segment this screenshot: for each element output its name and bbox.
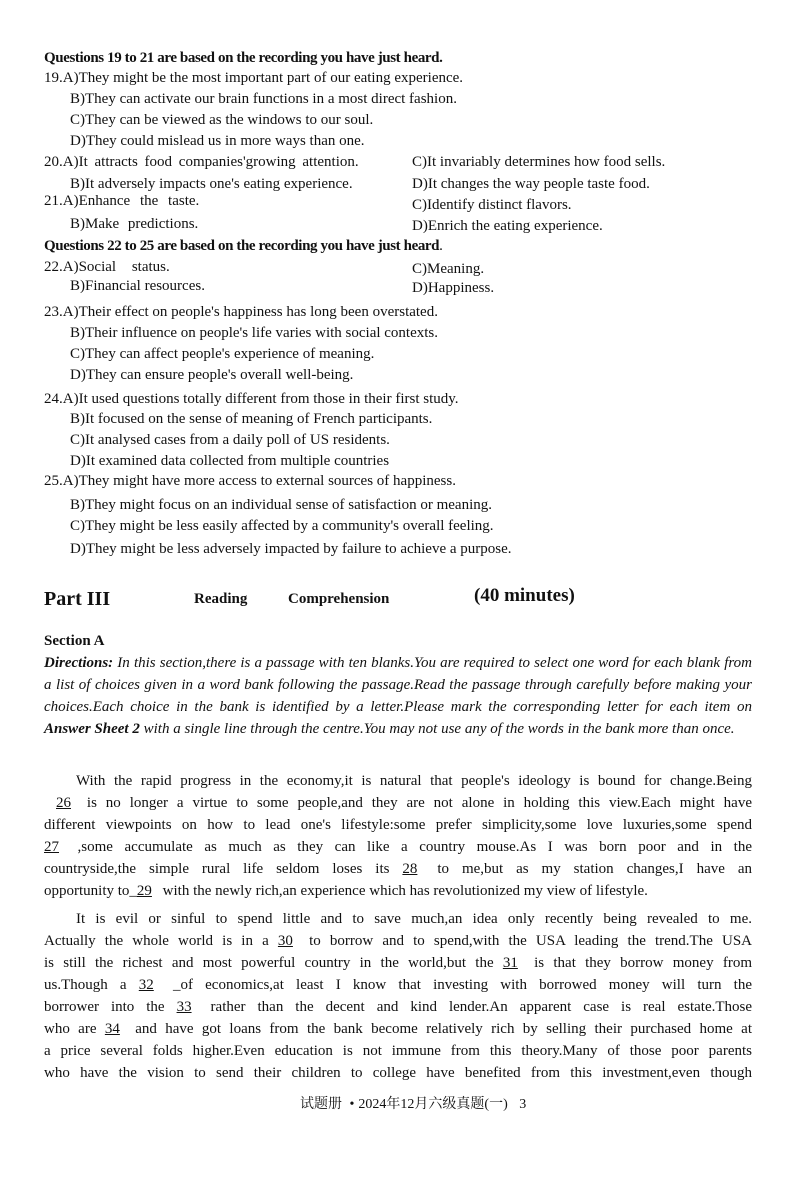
q19-option-a: 19.A)They might be the most important part of our eating experience. — [44, 70, 464, 86]
directions — [44, 652, 752, 740]
blank-27: 27 — [44, 839, 59, 855]
page-footer — [300, 1095, 526, 1115]
passage-paragraph-2 — [44, 908, 752, 1084]
q21-option-a: 21.A)Enhance the taste. — [44, 193, 200, 209]
q21-option-d: D)Enrich the eating experience. — [412, 218, 603, 234]
answer-sheet-label: Answer Sheet 2 — [44, 721, 140, 737]
part-title: Part III — [44, 588, 111, 610]
directions-text-2: with a single line through the centre.You may not use any of the words in the bank more than once. — [139, 721, 735, 737]
section-title: Section A — [44, 633, 105, 649]
q23-option-d: D)They can ensure people's overall well-being. — [70, 367, 354, 383]
q20-option-c: C)It invariably determines how food sells. — [412, 154, 666, 170]
passage-line: It is evil or sinful to spend little and to save much,an idea only recently being revealed to me. — [76, 911, 752, 927]
passage-text: to me,but as my station changes,I have an — [437, 861, 752, 877]
q19-option-d: D)They could mislead us in more ways than one. — [70, 133, 365, 149]
blank-28: 28 — [402, 861, 418, 877]
passage-text: is still the richest and most powerful country in the world,but the — [44, 955, 494, 971]
q22-option-d: D)Happiness. — [412, 280, 495, 296]
part-time: (40 minutes) — [474, 585, 575, 606]
passage-line — [44, 858, 752, 880]
passage-text: is no longer a virtue to some people,and they are not alone in holding this view.Each might have — [86, 795, 753, 811]
q22-option-b: B)Financial resources. — [70, 278, 205, 294]
passage-line: a price several folds higher.Even education is not immune from this theory.Many of those poor parents — [44, 1043, 752, 1059]
passage-text: ,some accumulate as much as they can like a country mouse.As I was born poor and in the — [77, 839, 752, 855]
passage-line: different viewpoints on how to lead one's lifestyle:some prefer simplicity,some love luxuries,some spend — [44, 817, 752, 833]
passage-line — [44, 974, 752, 996]
questions-19-21-heading: Questions 19 to 21 are based on the recording you have just heard. — [44, 50, 443, 66]
footer-page-number: 3 — [519, 1097, 527, 1112]
passage-text: to borrow and to spend,with the USA leading the trend.The USA — [309, 933, 753, 949]
passage-text: Actually the whole world is in a — [44, 933, 269, 949]
q24-option-b: B)It focused on the sense of meaning of French participants. — [70, 411, 433, 427]
q25-option-c: C)They might be less easily affected by a community's overall feeling. — [70, 518, 494, 534]
passage-line — [44, 880, 752, 902]
q25-option-a: 25.A)They might have more access to external sources of happiness. — [44, 473, 456, 489]
q23-option-a: 23.A)Their effect on people's happiness has long been overstated. — [44, 304, 438, 320]
q25-option-d: D)They might be less adversely impacted by failure to achieve a purpose. — [70, 541, 512, 557]
passage-line — [44, 952, 752, 974]
q24-option-c: C)It analysed cases from a daily poll of US residents. — [70, 432, 390, 448]
blank-33: 33 — [176, 999, 192, 1015]
passage-line — [44, 792, 752, 814]
questions-22-25-heading-text: Questions 22 to 25 are based on the recording you have just heard — [44, 238, 440, 254]
footer-bullet: • — [349, 1097, 355, 1112]
q20-option-b: B)It adversely impacts one's eating experience. — [70, 176, 353, 192]
blank-31: 31 — [502, 955, 518, 971]
questions-22-25-heading — [44, 236, 443, 256]
questions-22-25-heading-end: . — [439, 238, 443, 254]
q24-option-a: 24.A)It used questions totally different from those in their first study. — [44, 391, 459, 407]
passage-text: _of economics,at least I know that investing with borrowed money will turn the — [172, 977, 752, 993]
directions-label: Directions: — [44, 655, 114, 671]
passage-text: with the newly rich,an experience which has revolutionized my view of lifestyle. — [162, 883, 648, 899]
passage-line: who have the vision to send their children to college have benefited from this investment,even though — [44, 1065, 752, 1081]
q21-option-c: C)Identify distinct flavors. — [412, 197, 572, 213]
passage-text: countryside,the simple rural life seldom loses its — [44, 861, 390, 877]
passage-line — [44, 996, 752, 1018]
blank-29: 29 — [136, 883, 152, 899]
q19-option-c: C)They can be viewed as the windows to our soul. — [70, 112, 374, 128]
footer-exam-title: 2024年12月六级真题(一) — [358, 1097, 508, 1112]
passage-line — [44, 836, 752, 858]
q21-option-b: B)Make predictions. — [70, 216, 199, 232]
passage-line: With the rapid progress in the economy,it is natural that people's ideology is bound for change.Being — [76, 773, 752, 789]
passage-text: us.Though a — [44, 977, 127, 993]
directions-text-1: In this section,there is a passage with ten blanks.You are required to select one word for each blank from a list of choices given in a word bank following the passage.Read the passage through carefully before making your choices.Each choice in the bank is identified by a letter.Please mark the corresponding letter for each item on — [44, 655, 752, 715]
q19-option-b: B)They can activate our brain functions in a most direct fashion. — [70, 91, 457, 107]
passage-text: opportunity to_ — [44, 883, 137, 899]
blank-32: 32 — [138, 977, 154, 993]
q24-option-d: D)It examined data collected from multiple countries — [70, 453, 390, 469]
q22-option-c: C)Meaning. — [412, 261, 485, 277]
q23-option-b: B)Their influence on people's life varies with social contexts. — [70, 325, 439, 341]
passage-text: rather than the decent and kind lender.An apparent case is real estate.Those — [210, 999, 753, 1015]
blank-26: 26 — [56, 795, 71, 811]
q23-option-c: C)They can affect people's experience of meaning. — [70, 346, 375, 362]
q20-option-d: D)It changes the way people taste food. — [412, 176, 650, 192]
q22-option-a: 22.A)Social status. — [44, 259, 170, 275]
passage-line — [44, 930, 752, 952]
passage-text: who are — [44, 1021, 97, 1037]
footer-book-label: 试题册 — [300, 1097, 342, 1112]
passage-line — [44, 1018, 752, 1040]
passage-text: borrower into the — [44, 999, 165, 1015]
passage-paragraph-1 — [44, 770, 752, 902]
passage-text: is that they borrow money from — [534, 955, 752, 971]
part-subtitle-comprehension: Comprehension — [288, 591, 390, 607]
part-subtitle-reading: Reading — [194, 591, 248, 607]
q25-option-b: B)They might focus on an individual sense of satisfaction or meaning. — [70, 497, 492, 513]
q20-option-a: 20.A)It attracts food companies'growing attention. — [44, 154, 359, 170]
blank-34: 34 — [104, 1021, 120, 1037]
passage-text: and have got loans from the bank become relatively rich by selling their purchased home at — [135, 1021, 753, 1037]
blank-30: 30 — [277, 933, 293, 949]
